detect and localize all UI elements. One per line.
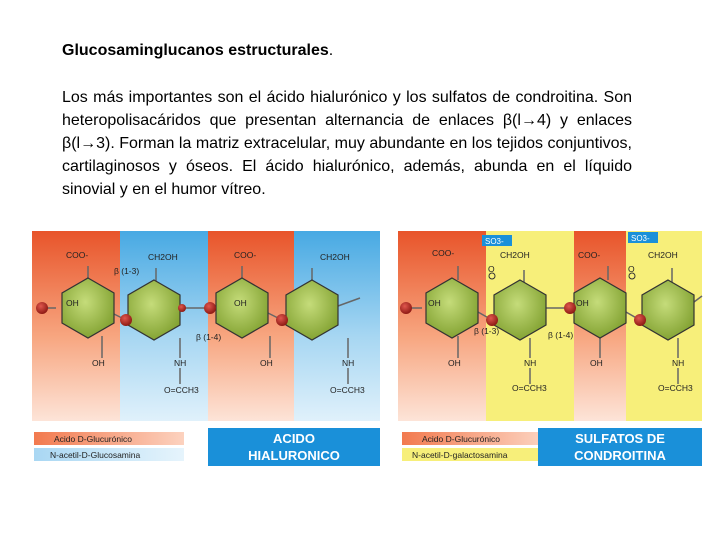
polysaccharide-figure bbox=[30, 228, 704, 468]
paragraph-part-2: 4) y enlaces β(l bbox=[62, 112, 633, 152]
label-oh: OH bbox=[448, 358, 461, 368]
label-ch2oh: CH2OH bbox=[500, 250, 530, 260]
legend-label: N-acetil-D-galactosamina bbox=[412, 450, 508, 460]
label-ch2oh: CH2OH bbox=[320, 252, 350, 262]
label-so3: SO3- bbox=[631, 234, 650, 243]
label-coo: COO- bbox=[234, 250, 257, 260]
banner-line-2: CONDROITINA bbox=[574, 448, 666, 463]
oxygen-bead bbox=[486, 314, 498, 326]
label-coo: COO- bbox=[578, 250, 601, 260]
label-occh3: O=CCH3 bbox=[512, 383, 547, 393]
label-beta-1-4: β (1-4) bbox=[196, 332, 222, 342]
paragraph-part-1: Los más importantes son el ácido hialurónico y los sulfatos de condroitina. Son heteropolisacáridos que presentan alternancia de enlaces β(l bbox=[62, 89, 632, 129]
oxygen-bead bbox=[400, 302, 412, 314]
label-occh3: O=CCH3 bbox=[164, 385, 199, 395]
label-oh: OH bbox=[234, 298, 247, 308]
banner-line-1: ACIDO bbox=[273, 431, 315, 446]
oxygen-bead bbox=[634, 314, 646, 326]
label-nh: NH bbox=[174, 358, 187, 368]
label-occh3: O=CCH3 bbox=[658, 383, 693, 393]
title-suffix: . bbox=[328, 42, 334, 59]
label-ch2oh: CH2OH bbox=[648, 250, 678, 260]
label-so3: SO3- bbox=[485, 237, 504, 246]
label-ch2oh: CH2OH bbox=[148, 252, 178, 262]
label-oh: OH bbox=[92, 358, 105, 368]
oxygen-bead bbox=[178, 304, 186, 312]
label-oh: OH bbox=[576, 298, 589, 308]
paragraph-part-3: 3). Forman la matriz extracelular, muy abundante en los tejidos conjuntivos, cartilaginosos y óseos. El ácido hialurónico, además, abunda en el líquido sinovial y en el humor vítreo. bbox=[62, 135, 632, 198]
label-beta-1-3: β (1-3) bbox=[114, 266, 140, 276]
label-nh: NH bbox=[342, 358, 355, 368]
label-nh: NH bbox=[524, 358, 537, 368]
label-occh3: O=CCH3 bbox=[330, 385, 365, 395]
arrow-icon: → bbox=[80, 135, 97, 152]
oxygen-bead bbox=[276, 314, 288, 326]
legend-label: Acido D-Glucurónico bbox=[54, 434, 132, 444]
label-o: O bbox=[488, 264, 495, 274]
oxygen-bead bbox=[564, 302, 576, 314]
banner-line-2: HIALURONICO bbox=[248, 448, 340, 463]
label-oh: OH bbox=[260, 358, 273, 368]
label-oh: OH bbox=[66, 298, 79, 308]
label-beta-1-3: β (1-3) bbox=[474, 326, 500, 336]
oxygen-bead bbox=[120, 314, 132, 326]
arrow-icon: → bbox=[520, 112, 537, 129]
label-oh: OH bbox=[428, 298, 441, 308]
oxygen-bead bbox=[204, 302, 216, 314]
label-beta-1-4: β (1-4) bbox=[548, 330, 574, 340]
body-paragraph bbox=[62, 86, 632, 201]
banner-line-1: SULFATOS DE bbox=[575, 431, 665, 446]
label-oh: OH bbox=[590, 358, 603, 368]
legend-label: Acido D-Glucurónico bbox=[422, 434, 500, 444]
label-coo: COO- bbox=[432, 248, 455, 258]
label-nh: NH bbox=[672, 358, 685, 368]
page-title bbox=[62, 42, 333, 60]
label-coo: COO- bbox=[66, 250, 89, 260]
title-text: Glucosaminglucanos estructurales bbox=[62, 42, 329, 59]
oxygen-bead bbox=[36, 302, 48, 314]
legend-label: N-acetil-D-Glucosamina bbox=[50, 450, 141, 460]
label-o: O bbox=[628, 264, 635, 274]
